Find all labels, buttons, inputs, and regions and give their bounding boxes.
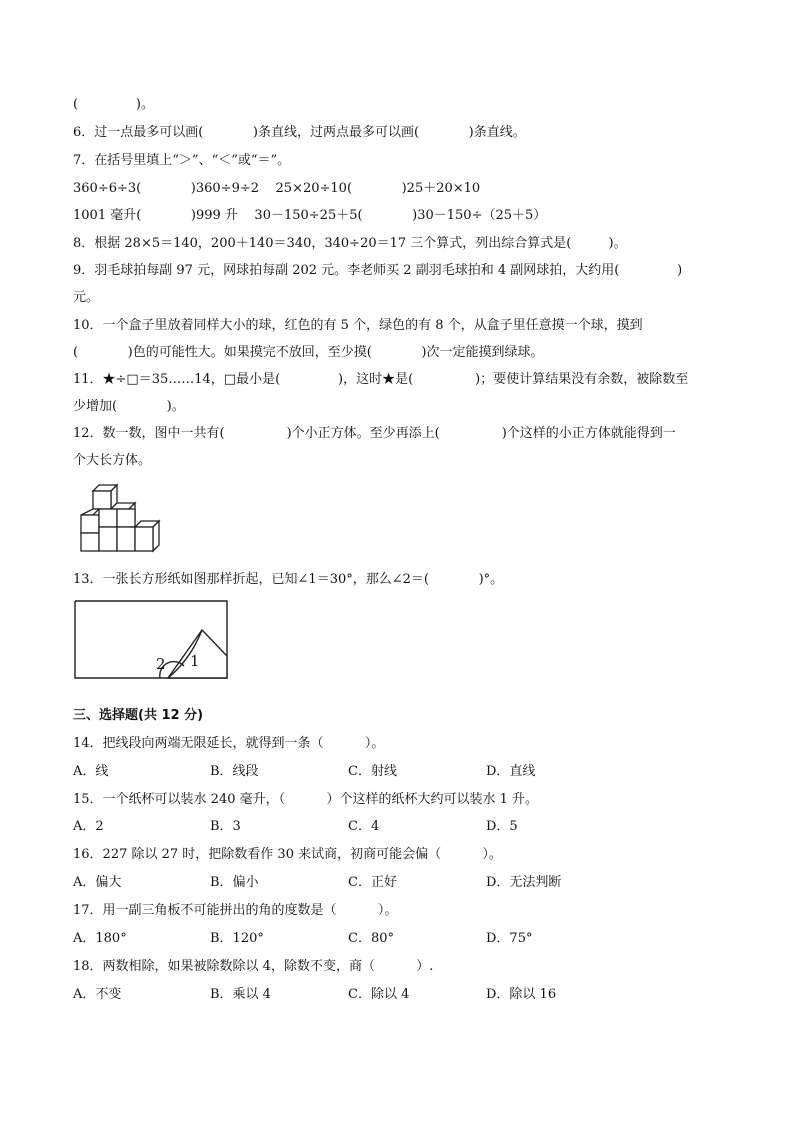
- q11-line2: 少增加( )。: [73, 399, 185, 414]
- q15-stem: 15．一个纸杯可以装水 240 毫升，（ ）个这样的纸杯大约可以装水 1 升。: [73, 792, 538, 807]
- q17-option-c[interactable]: C．80°: [348, 931, 394, 946]
- angle2-label: 2: [156, 655, 166, 673]
- q17-option-a[interactable]: A．180°: [73, 931, 127, 946]
- q9-line2: 元。: [73, 290, 100, 305]
- q12-line1: 12．数一数，图中一共有( )个小正方体。至少再添上( )个这样的小正方体就能得到一: [73, 426, 676, 441]
- q13: 13．一张长方形纸如图那样折起，已知∠1＝30°，那么∠2＝( )°。: [73, 572, 504, 587]
- q18-option-d[interactable]: D．除以 16: [486, 987, 557, 1002]
- q16-stem: 16．227 除以 27 时，把除数看作 30 来试商，初商可能会偏（ ）。: [73, 847, 502, 862]
- q7-row2: 1001 毫升( )999 升 30－150÷25＋5( )30－150÷（25＋5）: [73, 208, 547, 223]
- q18-option-b[interactable]: B．乘以 4: [210, 987, 271, 1002]
- q16-option-d[interactable]: D．无法判断: [486, 875, 562, 890]
- q11-line1: 11．★÷□＝35……14，□最小是( )，这时★是( )；要使计算结果没有余数，被除数至: [73, 372, 689, 387]
- folded-paper-figure: [72, 598, 232, 684]
- q16-option-c[interactable]: C．正好: [348, 875, 397, 890]
- q10-line1: 10．一个盒子里放着同样大小的球，红色的有 5 个，绿色的有 8 个，从盒子里任意摸一个球，摸到: [73, 318, 643, 333]
- q7-stem: 7．在括号里填上“＞”、“＜”或“＝”。: [73, 153, 291, 168]
- q16-option-b[interactable]: B．偏小: [210, 875, 259, 890]
- q16-option-a[interactable]: A．偏大: [73, 875, 122, 890]
- q14-stem: 14．把线段向两端无限延长，就得到一条（ ）。: [73, 736, 385, 751]
- q17-option-b[interactable]: B．120°: [210, 931, 264, 946]
- q18-option-c[interactable]: C．除以 4: [348, 987, 410, 1002]
- q14-option-d[interactable]: D．直线: [486, 764, 536, 779]
- cubes-figure: [75, 483, 165, 561]
- q10-line2: ( )色的可能性大。如果摸完不放回，至少摸( )次一定能摸到绿球。: [73, 345, 544, 360]
- q17-option-d[interactable]: D．75°: [486, 931, 533, 946]
- q18-option-a[interactable]: A．不变: [73, 987, 122, 1002]
- q18-stem: 18．两数相除，如果被除数除以 4，除数不变，商（ ）.: [73, 959, 434, 974]
- q7-row1: 360÷6÷3( )360÷9÷2 25×20÷10( )25＋20×10: [73, 181, 481, 196]
- q14-option-a[interactable]: A．线: [73, 764, 109, 779]
- q15-option-b[interactable]: B．3: [210, 819, 241, 834]
- q12-line2: 个大长方体。: [73, 453, 152, 468]
- q14-option-c[interactable]: C．射线: [348, 764, 397, 779]
- q17-stem: 17．用一副三角板不可能拼出的角的度数是（ ）。: [73, 903, 398, 918]
- q14-option-b[interactable]: B．线段: [210, 764, 259, 779]
- q9-line1: 9．羽毛球拍每副 97 元，网球拍每副 202 元。李老师买 2 副羽毛球拍和 4 副网球拍，大约用( ): [73, 263, 683, 278]
- angle1-label: 1: [190, 652, 200, 670]
- q15-option-d[interactable]: D．5: [486, 819, 518, 834]
- q6: 6．过一点最多可以画( )条直线，过两点最多可以画( )条直线。: [73, 125, 526, 140]
- q5-answer-tail: ( )。: [73, 97, 154, 112]
- section-3-title: 三、选择题(共 12 分): [73, 708, 204, 723]
- q15-option-a[interactable]: A．2: [73, 819, 104, 834]
- q8: 8．根据 28×5＝140，200＋140＝340，340÷20＝17 三个算式，列出综合算式是( )。: [73, 236, 627, 251]
- q15-option-c[interactable]: C．4: [348, 819, 380, 834]
